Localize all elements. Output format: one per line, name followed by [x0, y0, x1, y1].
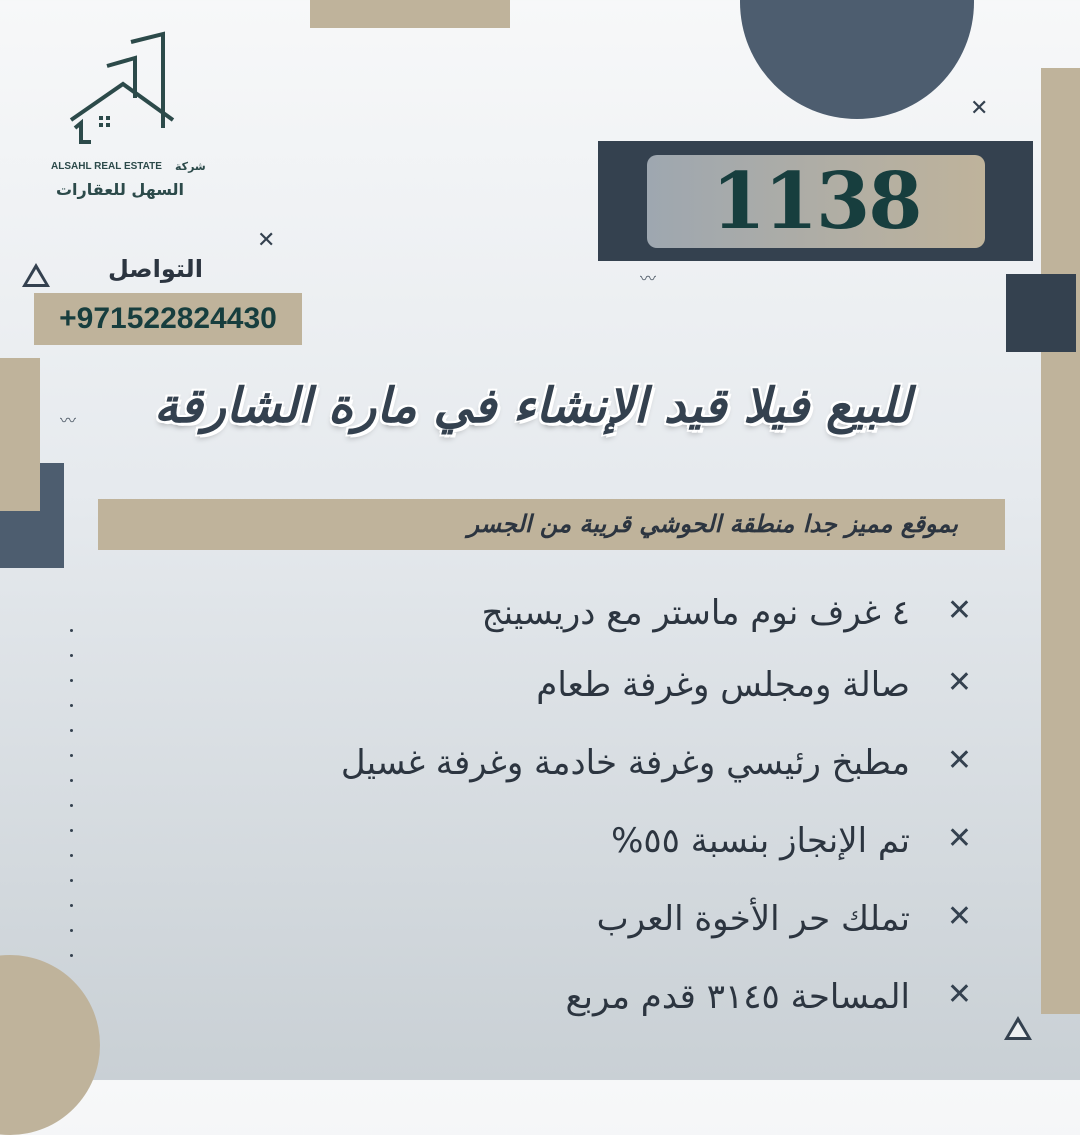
list-item — [180, 660, 980, 710]
feature-text: صالة ومجلس وغرفة طعام — [536, 665, 910, 705]
decor-bottom-circle — [0, 955, 100, 1135]
list-item — [180, 816, 980, 866]
x-bullet-icon: ✕ — [946, 593, 972, 628]
feature-text: مطبخ رئيسي وغرفة خادمة وغرفة غسيل — [340, 743, 910, 783]
brand-prefix-ar: شركة — [175, 160, 206, 173]
brand-name-en: ALSAHL REAL ESTATE — [51, 161, 162, 172]
x-bullet-icon: ✕ — [946, 743, 972, 778]
decor-top-circle — [740, 0, 974, 119]
decor-squiggle-icon: 〰 — [60, 411, 75, 430]
feature-text: تم الإنجاز بنسبة ٥٥% — [611, 821, 910, 861]
decor-x-icon: ✕ — [970, 96, 989, 121]
list-item — [180, 738, 980, 788]
decor-right-strip — [1041, 68, 1080, 1014]
decor-dot-grid — [60, 620, 100, 970]
decor-squiggle-icon: 〰 — [640, 269, 655, 288]
decor-triangle-icon — [1004, 1016, 1032, 1040]
feature-text: المساحة ٣١٤٥ قدم مربع — [565, 977, 910, 1017]
listing-number: 1138 — [711, 156, 921, 247]
decor-top-bar — [310, 0, 510, 28]
list-item — [180, 894, 980, 944]
decor-left-tan-block — [0, 358, 40, 511]
x-bullet-icon: ✕ — [946, 821, 972, 856]
contact-label: التواصل — [108, 255, 203, 283]
brand-name-ar: السهل للعقارات — [55, 180, 185, 199]
headline: للبيع فيلا قيد الإنشاء في مارة الشارقة — [154, 378, 911, 434]
x-bullet-icon: ✕ — [946, 899, 972, 934]
feature-text: تملك حر الأخوة العرب — [596, 899, 910, 939]
list-item — [180, 588, 980, 638]
decor-x-icon: ✕ — [257, 228, 276, 253]
feature-text: ٤ غرف نوم ماستر مع دريسينج — [481, 593, 910, 633]
subheadline: بموقع مميز جدا منطقة الحوشي قريبة من الجسر — [467, 510, 958, 538]
brand-logo — [45, 28, 215, 218]
x-bullet-icon: ✕ — [946, 665, 972, 700]
phone-number[interactable]: +971522824430 — [59, 302, 277, 335]
decor-right-square — [1006, 274, 1076, 352]
decor-triangle-icon — [22, 263, 50, 287]
building-house-icon — [45, 28, 215, 158]
list-item — [180, 972, 980, 1022]
x-bullet-icon: ✕ — [946, 977, 972, 1012]
